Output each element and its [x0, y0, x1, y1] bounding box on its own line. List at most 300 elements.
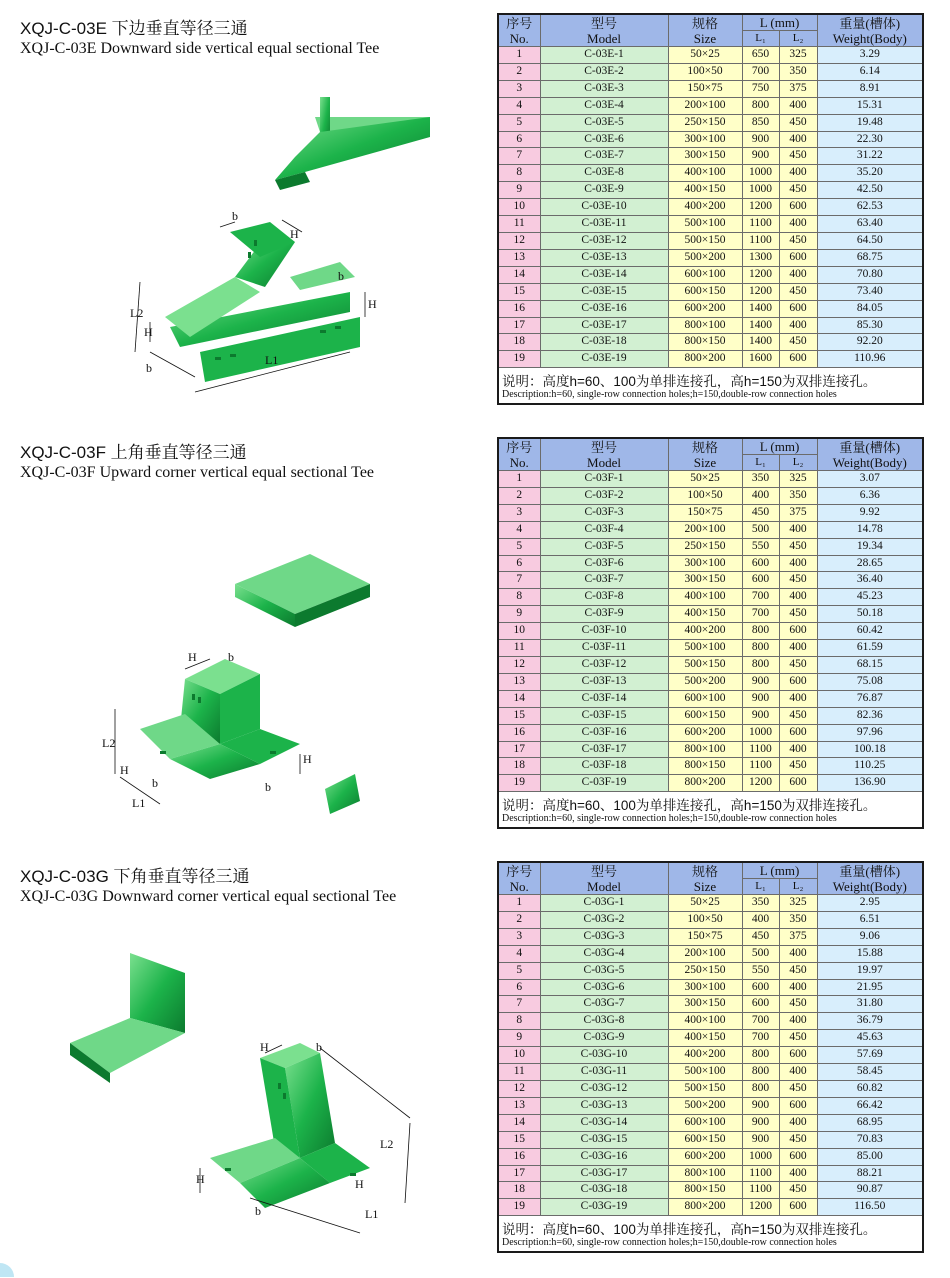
header-model: 型号 Model — [540, 14, 668, 47]
row-l2: 600 — [779, 1097, 817, 1114]
table-row — [498, 572, 923, 589]
section-title-cn: XQJ-C-03E 下边垂直等径三通 — [20, 19, 248, 38]
row-no: 7 — [498, 572, 540, 589]
row-size: 50×25 — [668, 895, 742, 912]
row-size: 800×100 — [668, 317, 742, 334]
row-no: 13 — [498, 673, 540, 690]
row-model: C-03E-2 — [540, 63, 668, 80]
row-l2: 450 — [779, 707, 817, 724]
row-size: 400×150 — [668, 1030, 742, 1047]
table-row — [498, 351, 923, 368]
row-weight: 100.18 — [817, 741, 923, 758]
row-model: C-03G-5 — [540, 962, 668, 979]
row-l2: 600 — [779, 775, 817, 792]
section-title-en: XQJ-C-03G Downward corner vertical equal sectional Tee — [20, 888, 397, 905]
row-weight: 68.75 — [817, 249, 923, 266]
row-l2: 600 — [779, 724, 817, 741]
table-row — [498, 996, 923, 1013]
table-row — [498, 623, 923, 640]
row-weight: 110.25 — [817, 758, 923, 775]
row-no: 15 — [498, 707, 540, 724]
row-l1: 500 — [742, 521, 779, 538]
table-row — [498, 928, 923, 945]
row-weight: 9.06 — [817, 928, 923, 945]
row-l1: 450 — [742, 928, 779, 945]
table-row — [498, 1131, 923, 1148]
row-l2: 600 — [779, 249, 817, 266]
row-weight: 36.79 — [817, 1013, 923, 1030]
row-l2: 400 — [779, 945, 817, 962]
section-title-cn: XQJ-C-03G 下角垂直等径三通 — [20, 867, 250, 886]
row-weight: 22.30 — [817, 131, 923, 148]
row-weight: 88.21 — [817, 1165, 923, 1182]
dim-b-label: b — [316, 1040, 322, 1054]
row-size: 400×150 — [668, 182, 742, 199]
row-l1: 900 — [742, 1097, 779, 1114]
downward-corner-tee-icon — [20, 928, 460, 1278]
row-no: 14 — [498, 690, 540, 707]
row-l1: 1200 — [742, 266, 779, 283]
row-weight: 2.95 — [817, 895, 923, 912]
row-size: 500×200 — [668, 249, 742, 266]
row-weight: 3.29 — [817, 47, 923, 64]
row-no: 10 — [498, 199, 540, 216]
row-model: C-03G-8 — [540, 1013, 668, 1030]
table-row — [498, 471, 923, 488]
row-model: C-03F-3 — [540, 504, 668, 521]
spec-table-03g — [497, 861, 924, 1253]
row-model: C-03F-15 — [540, 707, 668, 724]
table-row — [498, 1114, 923, 1131]
row-size: 500×100 — [668, 1064, 742, 1081]
row-size: 800×100 — [668, 741, 742, 758]
row-l2: 400 — [779, 979, 817, 996]
row-size: 400×200 — [668, 199, 742, 216]
row-l1: 700 — [742, 1030, 779, 1047]
table-row — [498, 962, 923, 979]
row-model: C-03F-13 — [540, 673, 668, 690]
row-l1: 900 — [742, 148, 779, 165]
row-no: 10 — [498, 1047, 540, 1064]
row-weight: 6.36 — [817, 487, 923, 504]
row-size: 500×100 — [668, 216, 742, 233]
header-l1: L₁ — [742, 879, 779, 895]
row-model: C-03F-8 — [540, 589, 668, 606]
row-model: C-03F-1 — [540, 471, 668, 488]
row-model: C-03G-16 — [540, 1148, 668, 1165]
row-l2: 600 — [779, 1148, 817, 1165]
row-l1: 750 — [742, 80, 779, 97]
table-row — [498, 80, 923, 97]
upward-corner-tee-icon — [20, 514, 460, 864]
row-weight: 19.48 — [817, 114, 923, 131]
section-title-en: XQJ-C-03F Upward corner vertical equal sectional Tee — [20, 464, 375, 481]
table-row — [498, 334, 923, 351]
header-size: 规格 Size — [668, 862, 742, 895]
row-model: C-03G-18 — [540, 1182, 668, 1199]
table-row — [498, 911, 923, 928]
row-model: C-03G-11 — [540, 1064, 668, 1081]
row-weight: 28.65 — [817, 555, 923, 572]
row-model: C-03G-13 — [540, 1097, 668, 1114]
row-model: C-03F-2 — [540, 487, 668, 504]
row-weight: 68.95 — [817, 1114, 923, 1131]
header-weight: 重量(槽体) Weight(Body) — [817, 862, 923, 895]
row-l2: 375 — [779, 928, 817, 945]
row-no: 18 — [498, 334, 540, 351]
row-l2: 600 — [779, 1199, 817, 1216]
table-row — [498, 300, 923, 317]
row-weight: 70.80 — [817, 266, 923, 283]
table-row — [498, 724, 923, 741]
row-model: C-03F-16 — [540, 724, 668, 741]
dim-b-label: b — [232, 209, 238, 223]
table-row — [498, 182, 923, 199]
row-model: C-03F-4 — [540, 521, 668, 538]
row-weight: 85.30 — [817, 317, 923, 334]
row-weight: 3.07 — [817, 471, 923, 488]
row-model: C-03E-13 — [540, 249, 668, 266]
row-weight: 97.96 — [817, 724, 923, 741]
dim-h-label: H — [196, 1172, 205, 1186]
row-model: C-03G-4 — [540, 945, 668, 962]
table-row — [498, 1182, 923, 1199]
row-l1: 700 — [742, 63, 779, 80]
row-l1: 1400 — [742, 317, 779, 334]
row-l2: 450 — [779, 1080, 817, 1097]
row-no: 3 — [498, 928, 540, 945]
row-weight: 136.90 — [817, 775, 923, 792]
dim-h-label: H — [120, 763, 129, 777]
row-l2: 450 — [779, 334, 817, 351]
header-weight: 重量(槽体) Weight(Body) — [817, 14, 923, 47]
row-size: 800×100 — [668, 1165, 742, 1182]
table-row — [498, 758, 923, 775]
row-no: 6 — [498, 979, 540, 996]
row-no: 16 — [498, 1148, 540, 1165]
row-weight: 61.59 — [817, 640, 923, 657]
row-weight: 31.22 — [817, 148, 923, 165]
row-l1: 850 — [742, 114, 779, 131]
row-size: 50×25 — [668, 47, 742, 64]
row-model: C-03F-12 — [540, 656, 668, 673]
row-l1: 1100 — [742, 741, 779, 758]
table-row — [498, 165, 923, 182]
row-no: 1 — [498, 47, 540, 64]
row-no: 8 — [498, 165, 540, 182]
row-l2: 600 — [779, 673, 817, 690]
header-l1: L₁ — [742, 455, 779, 471]
table-row — [498, 538, 923, 555]
row-weight: 15.31 — [817, 97, 923, 114]
row-weight: 14.78 — [817, 521, 923, 538]
section-03e — [0, 0, 950, 420]
row-l2: 400 — [779, 216, 817, 233]
row-weight: 116.50 — [817, 1199, 923, 1216]
dim-h-label: H — [303, 752, 312, 766]
row-size: 500×150 — [668, 656, 742, 673]
row-size: 300×150 — [668, 996, 742, 1013]
row-l2: 325 — [779, 471, 817, 488]
dim-l1-label: L1 — [365, 1207, 379, 1221]
dim-h-label: H — [260, 1040, 269, 1054]
row-no: 6 — [498, 555, 540, 572]
row-no: 5 — [498, 538, 540, 555]
dim-l1-label: L1 — [132, 796, 146, 810]
table-note: 说明：高度h=60、100为单排连接孔，高h=150为双排连接孔。 Description:h=60, single-row connection holes;h=150,double-row connection holes — [498, 368, 923, 405]
row-weight: 8.91 — [817, 80, 923, 97]
header-l2: L₂ — [779, 31, 817, 47]
row-l2: 450 — [779, 1030, 817, 1047]
row-l2: 450 — [779, 656, 817, 673]
header-model: 型号 Model — [540, 862, 668, 895]
row-l2: 600 — [779, 1047, 817, 1064]
row-weight: 31.80 — [817, 996, 923, 1013]
row-l2: 325 — [779, 47, 817, 64]
row-l2: 400 — [779, 521, 817, 538]
row-size: 800×150 — [668, 758, 742, 775]
row-model: C-03G-19 — [540, 1199, 668, 1216]
row-size: 600×100 — [668, 690, 742, 707]
header-no: 序号 No. — [498, 438, 540, 471]
dim-b-label: b — [152, 776, 158, 790]
row-size: 500×100 — [668, 640, 742, 657]
row-no: 12 — [498, 1080, 540, 1097]
row-l1: 800 — [742, 97, 779, 114]
row-l2: 350 — [779, 63, 817, 80]
row-no: 18 — [498, 1182, 540, 1199]
row-l1: 1100 — [742, 1165, 779, 1182]
row-l2: 450 — [779, 538, 817, 555]
row-l1: 900 — [742, 690, 779, 707]
row-l2: 400 — [779, 165, 817, 182]
row-l1: 400 — [742, 911, 779, 928]
row-model: C-03E-19 — [540, 351, 668, 368]
table-row — [498, 555, 923, 572]
row-model: C-03E-15 — [540, 283, 668, 300]
row-size: 400×200 — [668, 1047, 742, 1064]
table-row — [498, 216, 923, 233]
dim-l2-label: L2 — [102, 736, 116, 750]
row-weight: 57.69 — [817, 1047, 923, 1064]
row-weight: 90.87 — [817, 1182, 923, 1199]
row-weight: 6.14 — [817, 63, 923, 80]
row-size: 800×200 — [668, 775, 742, 792]
row-weight: 19.97 — [817, 962, 923, 979]
row-l1: 1100 — [742, 758, 779, 775]
row-model: C-03F-6 — [540, 555, 668, 572]
row-no: 11 — [498, 216, 540, 233]
row-no: 4 — [498, 945, 540, 962]
row-l1: 550 — [742, 538, 779, 555]
table-note: 说明：高度h=60、100为单排连接孔，高h=150为双排连接孔。 Description:h=60, single-row connection holes;h=150,double-row connection holes — [498, 792, 923, 829]
row-l1: 450 — [742, 504, 779, 521]
row-l1: 400 — [742, 487, 779, 504]
row-size: 150×75 — [668, 504, 742, 521]
downward-side-tee-icon — [20, 62, 460, 412]
row-no: 3 — [498, 80, 540, 97]
header-l: L (mm) — [742, 438, 817, 455]
section-title-en: XQJ-C-03E Downward side vertical equal sectional Tee — [20, 40, 380, 57]
row-l1: 1200 — [742, 775, 779, 792]
row-l2: 325 — [779, 895, 817, 912]
row-l2: 400 — [779, 741, 817, 758]
row-no: 14 — [498, 266, 540, 283]
dim-b-label: b — [338, 269, 344, 283]
row-l1: 1000 — [742, 1148, 779, 1165]
dim-l2-label: L2 — [380, 1137, 394, 1151]
dim-h-label: H — [188, 650, 197, 664]
row-size: 800×150 — [668, 334, 742, 351]
row-model: C-03F-18 — [540, 758, 668, 775]
row-no: 5 — [498, 114, 540, 131]
row-model: C-03F-10 — [540, 623, 668, 640]
row-model: C-03F-17 — [540, 741, 668, 758]
row-no: 11 — [498, 1064, 540, 1081]
row-no: 15 — [498, 283, 540, 300]
table-row — [498, 249, 923, 266]
header-l2: L₂ — [779, 879, 817, 895]
row-weight: 85.00 — [817, 1148, 923, 1165]
dim-h-label: H — [355, 1177, 364, 1191]
row-l1: 900 — [742, 707, 779, 724]
row-l1: 1200 — [742, 283, 779, 300]
row-model: C-03G-7 — [540, 996, 668, 1013]
row-no: 9 — [498, 182, 540, 199]
row-l2: 400 — [779, 317, 817, 334]
row-model: C-03E-1 — [540, 47, 668, 64]
row-size: 400×100 — [668, 1013, 742, 1030]
row-l2: 400 — [779, 1165, 817, 1182]
row-weight: 42.50 — [817, 182, 923, 199]
row-no: 8 — [498, 1013, 540, 1030]
table-row — [498, 1030, 923, 1047]
row-no: 19 — [498, 775, 540, 792]
row-size: 200×100 — [668, 945, 742, 962]
row-l2: 400 — [779, 555, 817, 572]
row-weight: 66.42 — [817, 1097, 923, 1114]
row-l1: 1400 — [742, 300, 779, 317]
row-weight: 19.34 — [817, 538, 923, 555]
table-row — [498, 283, 923, 300]
row-model: C-03E-16 — [540, 300, 668, 317]
table-row — [498, 148, 923, 165]
row-size: 800×200 — [668, 351, 742, 368]
header-weight: 重量(槽体) Weight(Body) — [817, 438, 923, 471]
row-model: C-03E-9 — [540, 182, 668, 199]
row-l1: 900 — [742, 131, 779, 148]
section-03g — [0, 848, 950, 1268]
header-model: 型号 Model — [540, 438, 668, 471]
header-size: 规格 Size — [668, 14, 742, 47]
row-l1: 1200 — [742, 199, 779, 216]
table-row — [498, 1199, 923, 1216]
row-size: 600×150 — [668, 283, 742, 300]
row-model: C-03E-3 — [540, 80, 668, 97]
row-size: 400×150 — [668, 606, 742, 623]
row-l1: 1200 — [742, 1199, 779, 1216]
dim-b-label: b — [228, 650, 234, 664]
row-no: 2 — [498, 63, 540, 80]
row-size: 800×150 — [668, 1182, 742, 1199]
row-l2: 450 — [779, 1131, 817, 1148]
row-no: 13 — [498, 1097, 540, 1114]
row-l2: 400 — [779, 589, 817, 606]
table-row — [498, 114, 923, 131]
table-row — [498, 707, 923, 724]
row-l1: 550 — [742, 962, 779, 979]
row-weight: 36.40 — [817, 572, 923, 589]
table-row — [498, 1097, 923, 1114]
row-l1: 800 — [742, 1080, 779, 1097]
header-no: 序号 No. — [498, 862, 540, 895]
row-weight: 82.36 — [817, 707, 923, 724]
row-l1: 350 — [742, 471, 779, 488]
table-row — [498, 945, 923, 962]
row-l1: 700 — [742, 606, 779, 623]
table-row — [498, 199, 923, 216]
row-l2: 600 — [779, 351, 817, 368]
header-size: 规格 Size — [668, 438, 742, 471]
row-size: 600×150 — [668, 707, 742, 724]
row-size: 250×150 — [668, 962, 742, 979]
table-row — [498, 504, 923, 521]
row-no: 3 — [498, 504, 540, 521]
row-no: 7 — [498, 148, 540, 165]
dim-l2-label: L2 — [130, 306, 144, 320]
row-l1: 1000 — [742, 182, 779, 199]
row-model: C-03G-10 — [540, 1047, 668, 1064]
row-l2: 350 — [779, 911, 817, 928]
row-l2: 450 — [779, 962, 817, 979]
table-row — [498, 1165, 923, 1182]
row-model: C-03G-9 — [540, 1030, 668, 1047]
row-weight: 63.40 — [817, 216, 923, 233]
row-model: C-03G-2 — [540, 911, 668, 928]
row-l2: 400 — [779, 97, 817, 114]
row-model: C-03E-12 — [540, 232, 668, 249]
table-row — [498, 656, 923, 673]
table-row — [498, 606, 923, 623]
header-no: 序号 No. — [498, 14, 540, 47]
row-size: 600×200 — [668, 300, 742, 317]
row-l2: 350 — [779, 487, 817, 504]
row-no: 17 — [498, 317, 540, 334]
row-l1: 650 — [742, 47, 779, 64]
spec-table-03e — [497, 13, 924, 405]
row-model: C-03E-17 — [540, 317, 668, 334]
row-weight: 68.15 — [817, 656, 923, 673]
row-l1: 1100 — [742, 1182, 779, 1199]
table-row — [498, 1064, 923, 1081]
row-no: 1 — [498, 895, 540, 912]
row-model: C-03F-14 — [540, 690, 668, 707]
row-no: 17 — [498, 741, 540, 758]
row-size: 600×200 — [668, 724, 742, 741]
header-l2: L₂ — [779, 455, 817, 471]
row-l1: 800 — [742, 623, 779, 640]
row-l2: 450 — [779, 758, 817, 775]
row-l1: 600 — [742, 979, 779, 996]
row-no: 19 — [498, 351, 540, 368]
row-l2: 600 — [779, 623, 817, 640]
row-weight: 58.45 — [817, 1064, 923, 1081]
dim-h-label: H — [144, 325, 153, 339]
row-no: 18 — [498, 758, 540, 775]
row-size: 200×100 — [668, 521, 742, 538]
row-size: 300×100 — [668, 131, 742, 148]
row-no: 1 — [498, 471, 540, 488]
